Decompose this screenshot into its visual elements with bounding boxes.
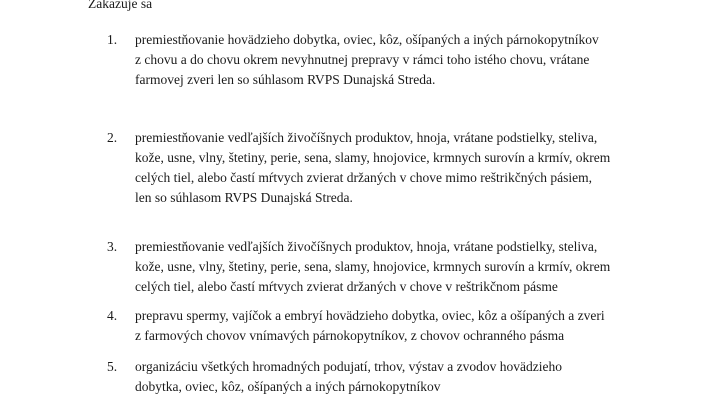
- item-number: 2.: [107, 130, 118, 145]
- item-number: 5.: [107, 359, 118, 374]
- list-item: [107, 30, 692, 90]
- item-text: [135, 237, 692, 297]
- item-text-line: len so súhlasom RVPS Dunajská Streda.: [135, 190, 353, 205]
- item-text-line: kože, usne, vlny, štetiny, perie, sena, slamy, hnojovice, krmnych surovín a krmív, okrem: [135, 150, 611, 165]
- item-text-line: farmovej zveri len so súhlasom RVPS Dunajská Streda.: [135, 72, 436, 87]
- item-number: 3.: [107, 239, 118, 254]
- item-text: [135, 128, 692, 208]
- item-text-line: dobytka, oviec, kôz, ošípaných a iných párnokopytníkov: [135, 379, 441, 394]
- item-text-line: celých tiel, alebo častí mŕtvych zvierat držaných v chove mimo reštrikčných pásiem,: [135, 170, 592, 185]
- item-text-line: premiestňovanie hovädzieho dobytka, oviec, kôz, ošípaných a iných párnokopytníkov: [135, 32, 599, 47]
- item-text: [135, 306, 692, 346]
- list-item: [107, 128, 692, 208]
- item-text-line: celých tiel, alebo častí mŕtvych zvierat držaných v chove v reštrikčnom pásme: [135, 279, 558, 294]
- list-item: [107, 357, 692, 397]
- section-heading: Zakazuje sa: [88, 0, 153, 11]
- item-text-line: z farmových chovov vnímavých párnokopytníkov, z chovov ochranného pásma: [135, 328, 565, 343]
- item-text-line: premiestňovanie vedľajších živočíšnych produktov, hnoja, vrátane podstielky, steliva,: [135, 239, 598, 254]
- item-text-line: prepravu spermy, vajíčok a embryí hovädzieho dobytka, oviec, kôz a ošípaných a zveri: [135, 308, 605, 323]
- item-text-line: z chovu a do chovu okrem nevyhnutnej prepravy v rámci toho istého chovu, vrátane: [135, 52, 590, 67]
- item-text-line: kože, usne, vlny, štetiny, perie, sena, slamy, hnojovice, krmnych surovín a krmív, okrem: [135, 259, 611, 274]
- item-text-line: organizáciu všetkých hromadných podujatí, trhov, výstav a zvodov hovädzieho: [135, 359, 563, 374]
- list-item: [107, 306, 692, 346]
- item-text: [135, 357, 692, 397]
- item-text: [135, 30, 692, 90]
- item-number: 4.: [107, 308, 118, 323]
- list-item: [107, 237, 692, 297]
- item-number: 1.: [107, 32, 118, 47]
- item-text-line: premiestňovanie vedľajších živočíšnych produktov, hnoja, vrátane podstielky, steliva,: [135, 130, 598, 145]
